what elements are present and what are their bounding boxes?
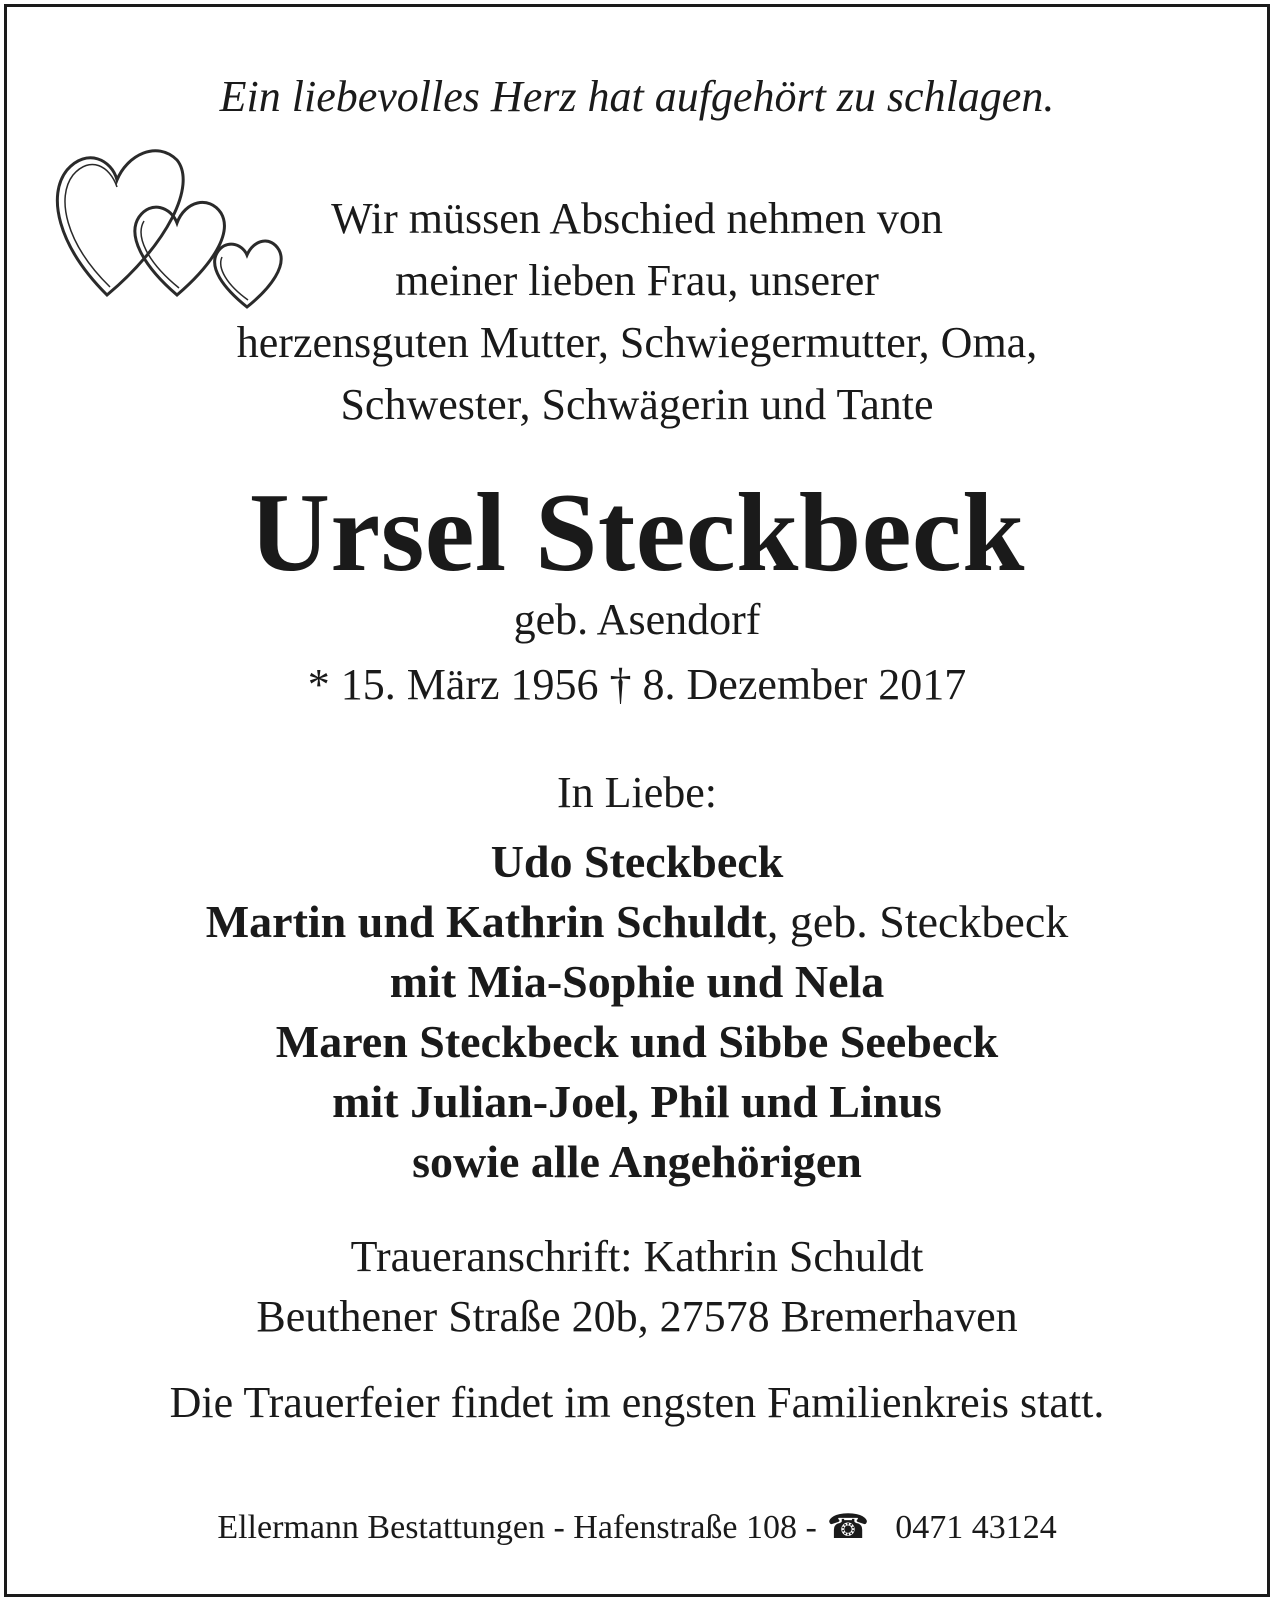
- in-love-label: In Liebe:: [556, 768, 718, 817]
- intro-line-3: herzensguten Mutter, Schwiegermutter, Oma,: [236, 318, 1038, 367]
- intro-line-1: Wir müssen Abschied nehmen von: [331, 194, 943, 243]
- ceremony-note: Die Trauerfeier findet im engsten Familienkreis statt.: [169, 1378, 1105, 1427]
- family-line-6: sowie alle Angehörigen: [412, 1136, 862, 1187]
- maiden-name: geb. Asendorf: [513, 595, 761, 644]
- life-dates: * 15. März 1956 † 8. Dezember 2017: [307, 660, 967, 709]
- family-line-2-names: Martin und Kathrin Schuldt: [205, 896, 767, 947]
- family-line-5: mit Julian-Joel, Phil und Linus: [332, 1076, 942, 1127]
- intro-line-2: meiner lieben Frau, unserer: [395, 256, 879, 305]
- deceased-name: Ursel Steckbeck: [249, 471, 1025, 595]
- intro-line-4: Schwester, Schwägerin und Tante: [340, 380, 934, 429]
- address-line-2: Beuthener Straße 20b, 27578 Bremerhaven: [256, 1292, 1018, 1341]
- family-line-2-note: , geb. Steckbeck: [766, 896, 1069, 947]
- family-line-1: Udo Steckbeck: [490, 836, 784, 887]
- motto: Ein liebevolles Herz hat aufgehört zu schlagen.: [219, 72, 1055, 121]
- funeral-home-text: Ellermann Bestattungen - Hafenstraße 108 -: [217, 1509, 817, 1546]
- address-line-1: Traueranschrift: Kathrin Schuldt: [350, 1232, 924, 1281]
- funeral-home-footer: [7, 1507, 1267, 1547]
- funeral-home-phone: 0471 43124: [895, 1509, 1057, 1546]
- family-line-4: Maren Steckbeck und Sibbe Seebeck: [275, 1016, 999, 1067]
- phone-icon: ☎: [826, 1509, 870, 1546]
- obituary-notice: [4, 4, 1270, 1597]
- family-line-3: mit Mia-Sophie und Nela: [389, 956, 885, 1007]
- family-line-2: [7, 895, 1267, 948]
